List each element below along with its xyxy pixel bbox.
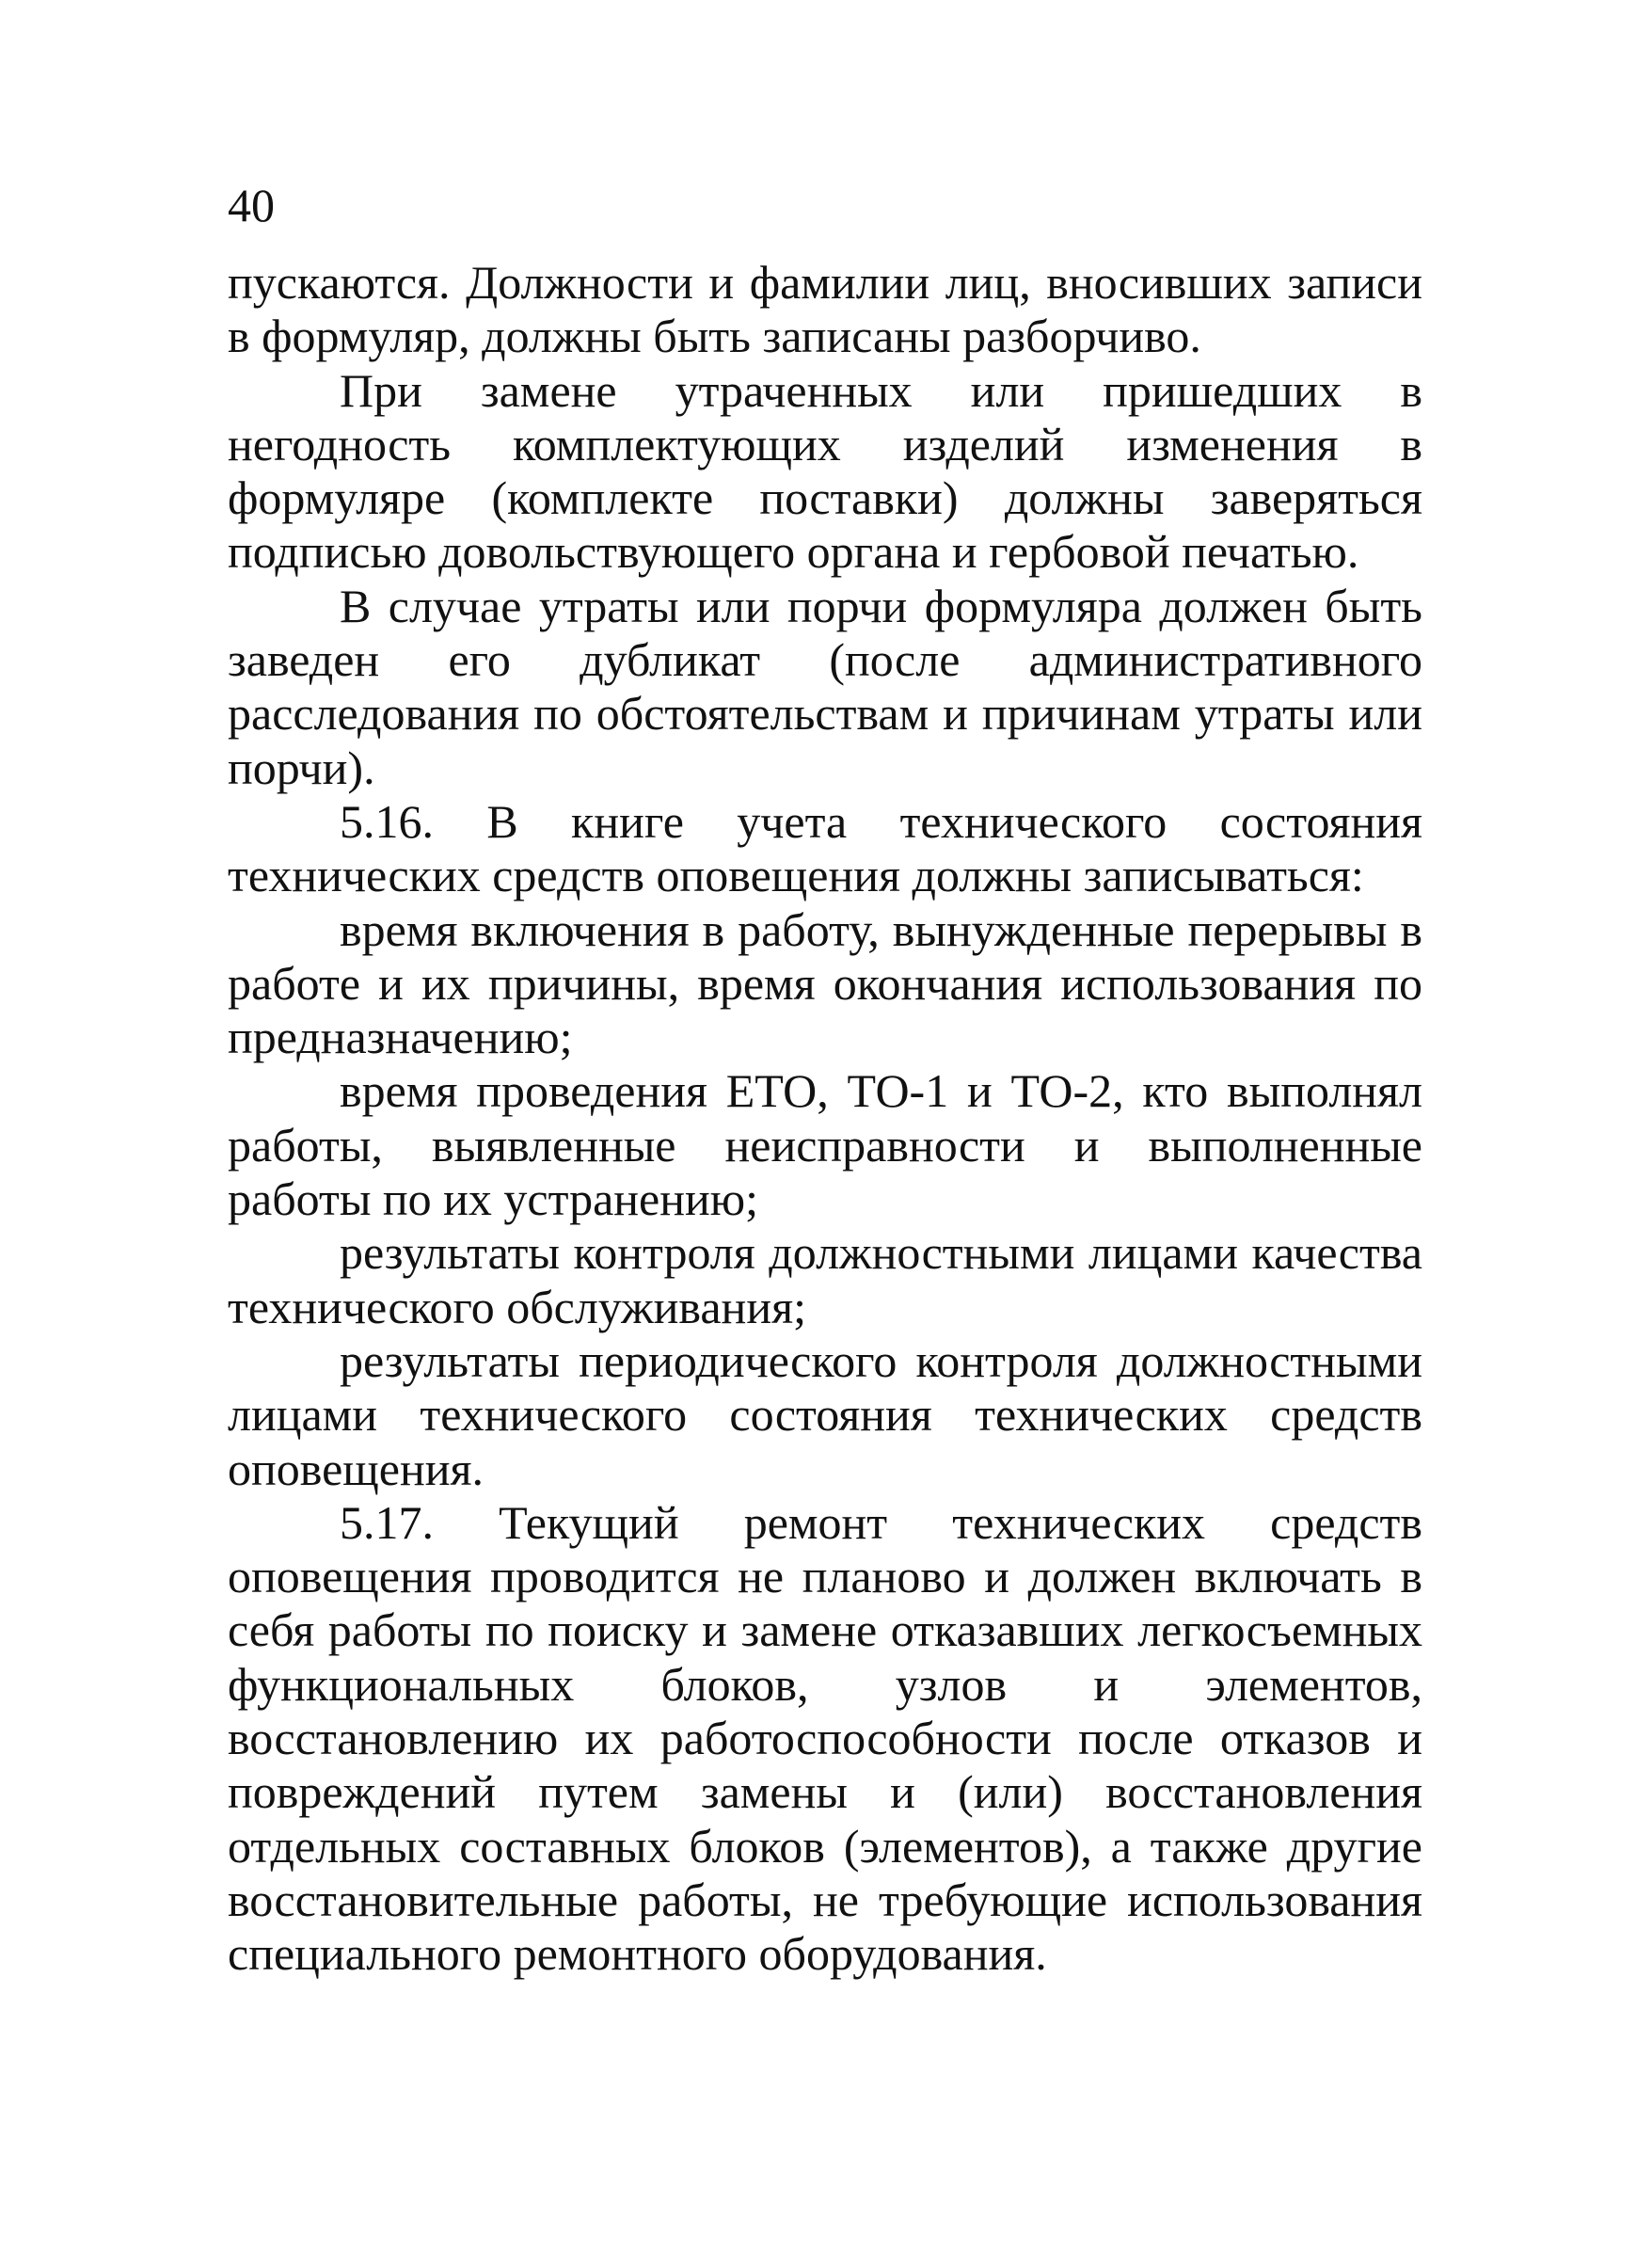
paragraph-section-5-16: 5.16. В книге учета технического состояния технических средств оповещения должны записываться: bbox=[228, 794, 1422, 902]
paragraph-replacement-changes: При замене утраченных или пришедших в негодность комплектующих изделий изменения в формуляре (комплекте поставки) должны заверяться подписью довольствующего органа и гербовой печатью. bbox=[228, 363, 1422, 579]
paragraph-duplicate-form: В случае утраты или порчи формуляра должен быть заведен его дубликат (после административного расследования по обстоятельствам и причинам утраты или порчи). bbox=[228, 579, 1422, 794]
paragraph-continuation: пускаются. Должности и фамилии лиц, вносивших записи в формуляр, должны быть записаны разборчиво. bbox=[228, 256, 1422, 363]
list-item-periodic-control: результаты периодического контроля должностными лицами технического состояния технических средств оповещения. bbox=[228, 1333, 1422, 1495]
page-number: 40 bbox=[228, 179, 275, 231]
page-body bbox=[228, 256, 1422, 1982]
paragraph-section-5-17: 5.17. Текущий ремонт технических средств оповещения проводится не планово и должен включать в себя работы по поиску и замене отказавших легкосъемных функциональных блоков, узлов и элементов, восстановлению их работоспособности после отказов и повреждений путем замены и (или) восстановления отдельных составных блоков (элементов), а также другие восстановительные работы, не требующие использования специального ремонтного оборудования. bbox=[228, 1495, 1422, 1981]
list-item-maintenance-time: время проведения ЕТО, ТО-1 и ТО-2, кто выполнял работы, выявленные неисправности и выполненные работы по их устранению; bbox=[228, 1064, 1422, 1226]
list-item-operating-time: время включения в работу, вынужденные перерывы в работе и их причины, время окончания использования по предназначению; bbox=[228, 902, 1422, 1064]
list-item-quality-control: результаты контроля должностными лицами качества технического обслуживания; bbox=[228, 1226, 1422, 1333]
